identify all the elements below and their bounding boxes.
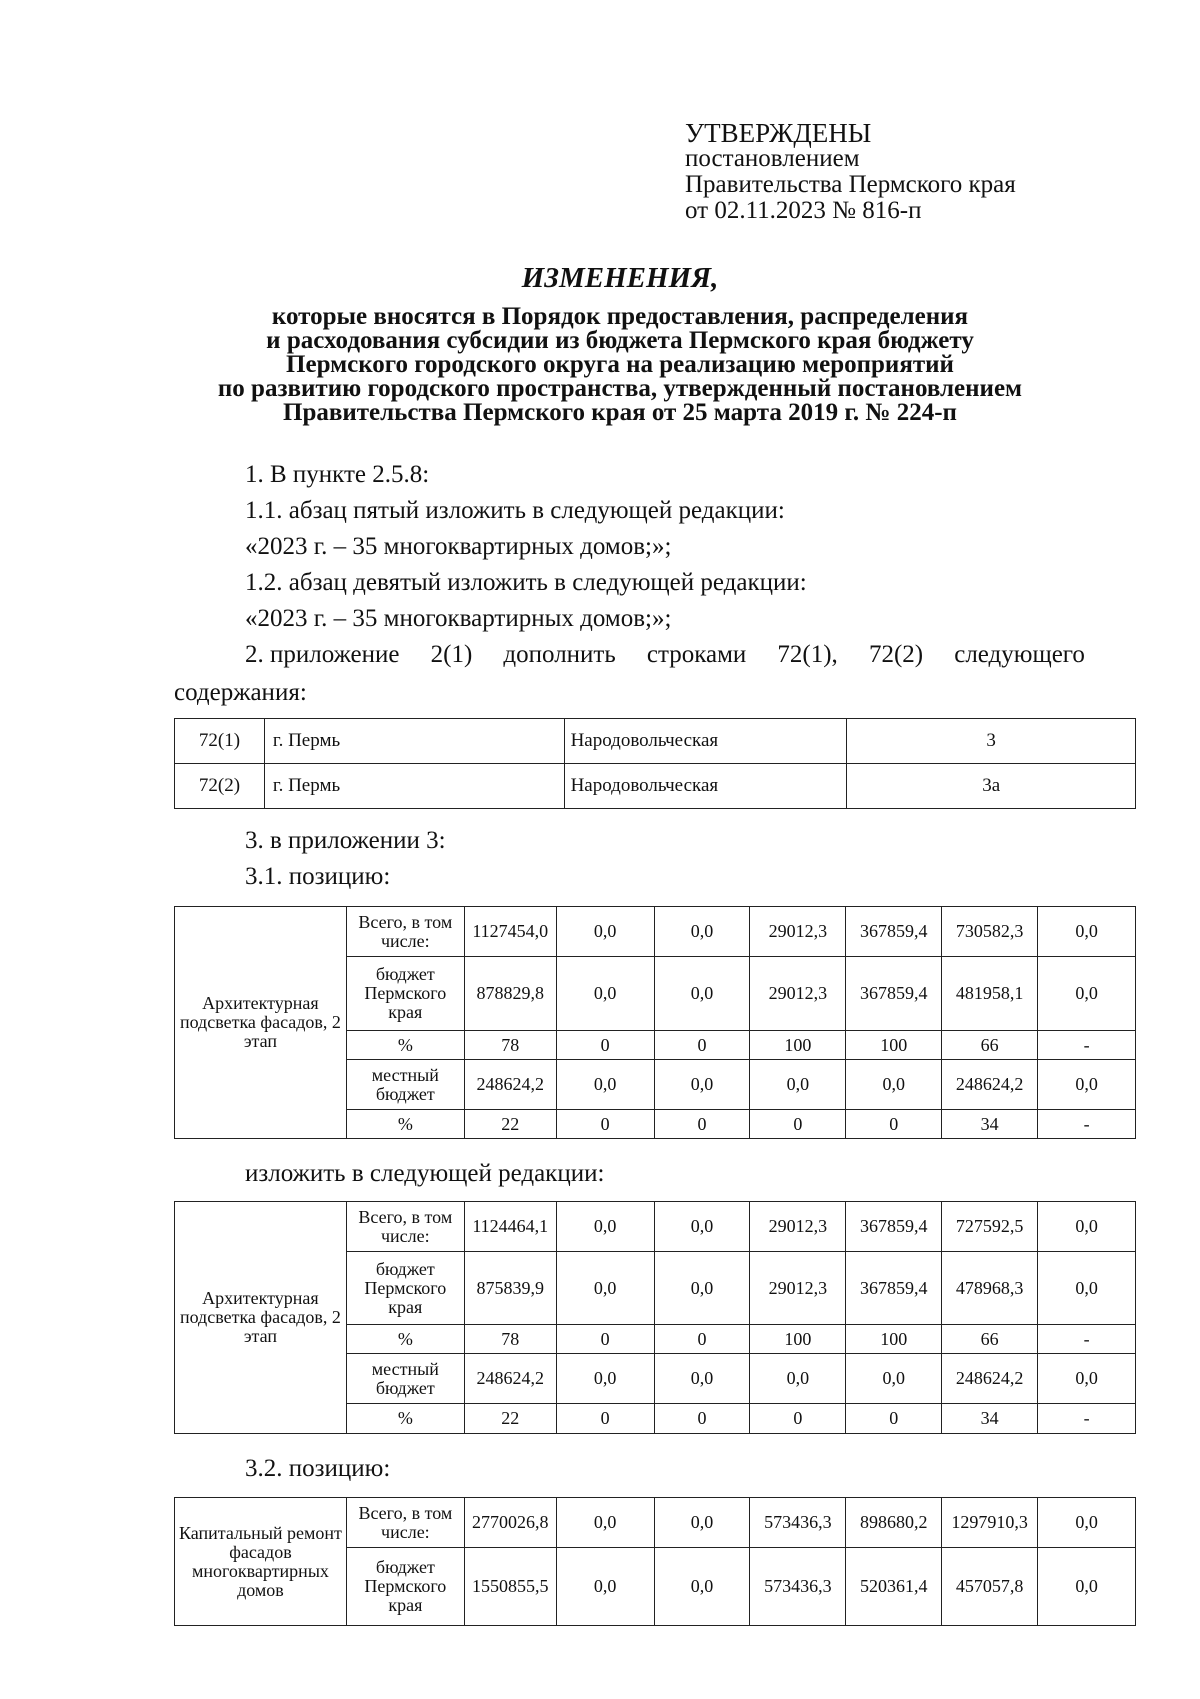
table-row bbox=[175, 907, 1136, 957]
paragraph-2 bbox=[245, 641, 1085, 669]
value-cell: 0,0 bbox=[750, 1354, 846, 1404]
paragraph-3: 3. в приложении 3: bbox=[245, 827, 446, 854]
value-cell: 248624,2 bbox=[464, 1354, 556, 1404]
value-cell: 0,0 bbox=[1038, 1202, 1136, 1252]
address-table bbox=[174, 718, 1136, 809]
value-cell: 0,0 bbox=[556, 1498, 654, 1548]
value-cell: 1124464,1 bbox=[464, 1202, 556, 1252]
value-cell: 29012,3 bbox=[750, 1202, 846, 1252]
row-label: бюджет Пермского края bbox=[346, 1252, 464, 1325]
value-cell: - bbox=[1038, 1110, 1136, 1139]
row-label: Всего, в том числе: bbox=[346, 907, 464, 957]
subtitle-line-5: Правительства Пермского края от 25 марта 2019 г. № 224-п bbox=[283, 399, 957, 426]
paragraph-2-word: дополнить bbox=[503, 641, 616, 668]
value-cell: 78 bbox=[464, 1325, 556, 1354]
value-cell: 22 bbox=[464, 1404, 556, 1434]
table-row bbox=[175, 1498, 1136, 1548]
value-cell: 0,0 bbox=[556, 1060, 654, 1110]
position-name: Архитектурная подсветка фасадов, 2 этап bbox=[175, 1202, 347, 1434]
street-cell: Народовольческая bbox=[564, 764, 847, 809]
value-cell: 0 bbox=[750, 1110, 846, 1139]
document-subtitle bbox=[150, 305, 1090, 425]
value-cell: 0,0 bbox=[556, 957, 654, 1031]
paragraph-2-word: 2. приложение bbox=[245, 641, 400, 668]
value-cell: 573436,3 bbox=[750, 1548, 846, 1626]
value-cell: 0 bbox=[556, 1404, 654, 1434]
paragraph-3-1-new: изложить в следующей редакции: bbox=[245, 1160, 605, 1187]
row-label: местный бюджет bbox=[346, 1354, 464, 1404]
value-cell: 730582,3 bbox=[942, 907, 1038, 957]
paragraph-1-2: 1.2. абзац девятый изложить в следующей редакции: bbox=[245, 569, 807, 596]
value-cell: 0,0 bbox=[556, 1252, 654, 1325]
value-cell: 0,0 bbox=[654, 1060, 750, 1110]
approval-line-3: Правительства Пермского края bbox=[685, 171, 1016, 198]
value-cell: 0 bbox=[846, 1404, 942, 1434]
row-label: бюджет Пермского края bbox=[346, 957, 464, 1031]
value-cell: 457057,8 bbox=[942, 1548, 1038, 1626]
value-cell: 248624,2 bbox=[464, 1060, 556, 1110]
value-cell: 0,0 bbox=[556, 1548, 654, 1626]
value-cell: 0,0 bbox=[1038, 957, 1136, 1031]
house-cell: 3 bbox=[847, 719, 1136, 764]
paragraph-3-1: 3.1. позицию: bbox=[245, 863, 391, 890]
value-cell: 898680,2 bbox=[846, 1498, 942, 1548]
subtitle-line-1: которые вносятся в Порядок предоставления, распределения bbox=[271, 303, 969, 330]
subtitle-line-2: и расходования субсидии из бюджета Пермского края бюджету bbox=[266, 327, 974, 354]
value-cell: 0,0 bbox=[654, 1252, 750, 1325]
value-cell: 0 bbox=[654, 1110, 750, 1139]
paragraph-2-word: строками bbox=[646, 641, 747, 668]
value-cell: 875839,9 bbox=[464, 1252, 556, 1325]
value-cell: 0,0 bbox=[556, 907, 654, 957]
value-cell: 367859,4 bbox=[846, 957, 942, 1031]
old-position-table bbox=[174, 906, 1136, 1139]
value-cell: 0,0 bbox=[750, 1060, 846, 1110]
value-cell: 0,0 bbox=[1038, 907, 1136, 957]
value-cell: - bbox=[1038, 1404, 1136, 1434]
approval-stamp bbox=[685, 120, 1016, 224]
table-row bbox=[175, 764, 1136, 809]
value-cell: 367859,4 bbox=[846, 1202, 942, 1252]
row-number: 72(2) bbox=[175, 764, 265, 809]
value-cell: 34 bbox=[942, 1404, 1038, 1434]
approval-line-4: от 02.11.2023 № 816-п bbox=[685, 197, 922, 224]
paragraph-1: 1. В пункте 2.5.8: bbox=[245, 461, 430, 488]
house-cell: 3а bbox=[847, 764, 1136, 809]
approval-line-1: УТВЕРЖДЕНЫ bbox=[685, 118, 872, 148]
table-row bbox=[175, 719, 1136, 764]
value-cell: 100 bbox=[750, 1325, 846, 1354]
value-cell: 1550855,5 bbox=[464, 1548, 556, 1626]
table-row bbox=[175, 1202, 1136, 1252]
paragraph-1-1: 1.1. абзац пятый изложить в следующей редакции: bbox=[245, 497, 785, 524]
value-cell: 0 bbox=[654, 1031, 750, 1060]
value-cell: 0,0 bbox=[1038, 1498, 1136, 1548]
new-position-table bbox=[174, 1201, 1136, 1434]
value-cell: 78 bbox=[464, 1031, 556, 1060]
row-label: местный бюджет bbox=[346, 1060, 464, 1110]
row-label: % bbox=[346, 1404, 464, 1434]
value-cell: 0,0 bbox=[846, 1354, 942, 1404]
value-cell: 481958,1 bbox=[942, 957, 1038, 1031]
value-cell: 100 bbox=[846, 1031, 942, 1060]
value-cell: 0,0 bbox=[654, 1498, 750, 1548]
value-cell: 1297910,3 bbox=[942, 1498, 1038, 1548]
value-cell: - bbox=[1038, 1031, 1136, 1060]
row-label: Всего, в том числе: bbox=[346, 1498, 464, 1548]
city-cell: г. Пермь bbox=[264, 764, 564, 809]
value-cell: 29012,3 bbox=[750, 907, 846, 957]
value-cell: 248624,2 bbox=[942, 1354, 1038, 1404]
subtitle-line-3: Пермского городского округа на реализацию мероприятий bbox=[286, 351, 954, 378]
row-label: бюджет Пермского края bbox=[346, 1548, 464, 1626]
paragraph-2-word: 72(2) bbox=[868, 641, 924, 668]
value-cell: 573436,3 bbox=[750, 1498, 846, 1548]
value-cell: 0 bbox=[846, 1110, 942, 1139]
value-cell: 22 bbox=[464, 1110, 556, 1139]
value-cell: 0 bbox=[556, 1110, 654, 1139]
value-cell: 29012,3 bbox=[750, 957, 846, 1031]
value-cell: 100 bbox=[846, 1325, 942, 1354]
value-cell: 29012,3 bbox=[750, 1252, 846, 1325]
value-cell: 0 bbox=[750, 1404, 846, 1434]
facade-repair-table bbox=[174, 1497, 1136, 1626]
value-cell: 2770026,8 bbox=[464, 1498, 556, 1548]
row-number: 72(1) bbox=[175, 719, 265, 764]
row-label: % bbox=[346, 1325, 464, 1354]
value-cell: 1127454,0 bbox=[464, 907, 556, 957]
paragraph-1-1-text: «2023 г. – 35 многоквартирных домов;»; bbox=[245, 533, 672, 560]
value-cell: 727592,5 bbox=[942, 1202, 1038, 1252]
row-label: % bbox=[346, 1031, 464, 1060]
value-cell: 0,0 bbox=[654, 1354, 750, 1404]
street-cell: Народовольческая bbox=[564, 719, 847, 764]
value-cell: 0,0 bbox=[846, 1060, 942, 1110]
value-cell: 367859,4 bbox=[846, 1252, 942, 1325]
paragraph-2-word: следующего bbox=[954, 641, 1085, 668]
value-cell: 367859,4 bbox=[846, 907, 942, 957]
city-cell: г. Пермь bbox=[264, 719, 564, 764]
approval-line-2: постановлением bbox=[685, 145, 860, 172]
value-cell: - bbox=[1038, 1325, 1136, 1354]
position-name: Архитектурная подсветка фасадов, 2 этап bbox=[175, 907, 347, 1139]
value-cell: 0,0 bbox=[654, 1202, 750, 1252]
value-cell: 878829,8 bbox=[464, 957, 556, 1031]
value-cell: 0 bbox=[556, 1325, 654, 1354]
paragraph-3-2: 3.2. позицию: bbox=[245, 1455, 391, 1482]
value-cell: 248624,2 bbox=[942, 1060, 1038, 1110]
paragraph-2-continuation: содержания: bbox=[174, 679, 307, 706]
value-cell: 100 bbox=[750, 1031, 846, 1060]
row-label: Всего, в том числе: bbox=[346, 1202, 464, 1252]
value-cell: 0,0 bbox=[1038, 1548, 1136, 1626]
value-cell: 66 bbox=[942, 1031, 1038, 1060]
row-label: % bbox=[346, 1110, 464, 1139]
paragraph-1-2-text: «2023 г. – 35 многоквартирных домов;»; bbox=[245, 605, 672, 632]
paragraph-2-word: 2(1) bbox=[430, 641, 473, 668]
value-cell: 0,0 bbox=[654, 1548, 750, 1626]
value-cell: 66 bbox=[942, 1325, 1038, 1354]
value-cell: 478968,3 bbox=[942, 1252, 1038, 1325]
value-cell: 0,0 bbox=[1038, 1060, 1136, 1110]
value-cell: 520361,4 bbox=[846, 1548, 942, 1626]
value-cell: 0,0 bbox=[1038, 1354, 1136, 1404]
position-name: Капитальный ремонт фасадов многоквартирных домов bbox=[175, 1498, 347, 1626]
value-cell: 0 bbox=[654, 1404, 750, 1434]
subtitle-line-4: по развитию городского пространства, утвержденный постановлением bbox=[217, 375, 1023, 402]
value-cell: 0,0 bbox=[556, 1202, 654, 1252]
value-cell: 34 bbox=[942, 1110, 1038, 1139]
value-cell: 0,0 bbox=[654, 907, 750, 957]
value-cell: 0 bbox=[654, 1325, 750, 1354]
value-cell: 0,0 bbox=[556, 1354, 654, 1404]
document-title: ИЗМЕНЕНИЯ, bbox=[521, 262, 719, 294]
value-cell: 0,0 bbox=[1038, 1252, 1136, 1325]
value-cell: 0 bbox=[556, 1031, 654, 1060]
paragraph-2-word: 72(1), bbox=[777, 641, 838, 668]
value-cell: 0,0 bbox=[654, 957, 750, 1031]
